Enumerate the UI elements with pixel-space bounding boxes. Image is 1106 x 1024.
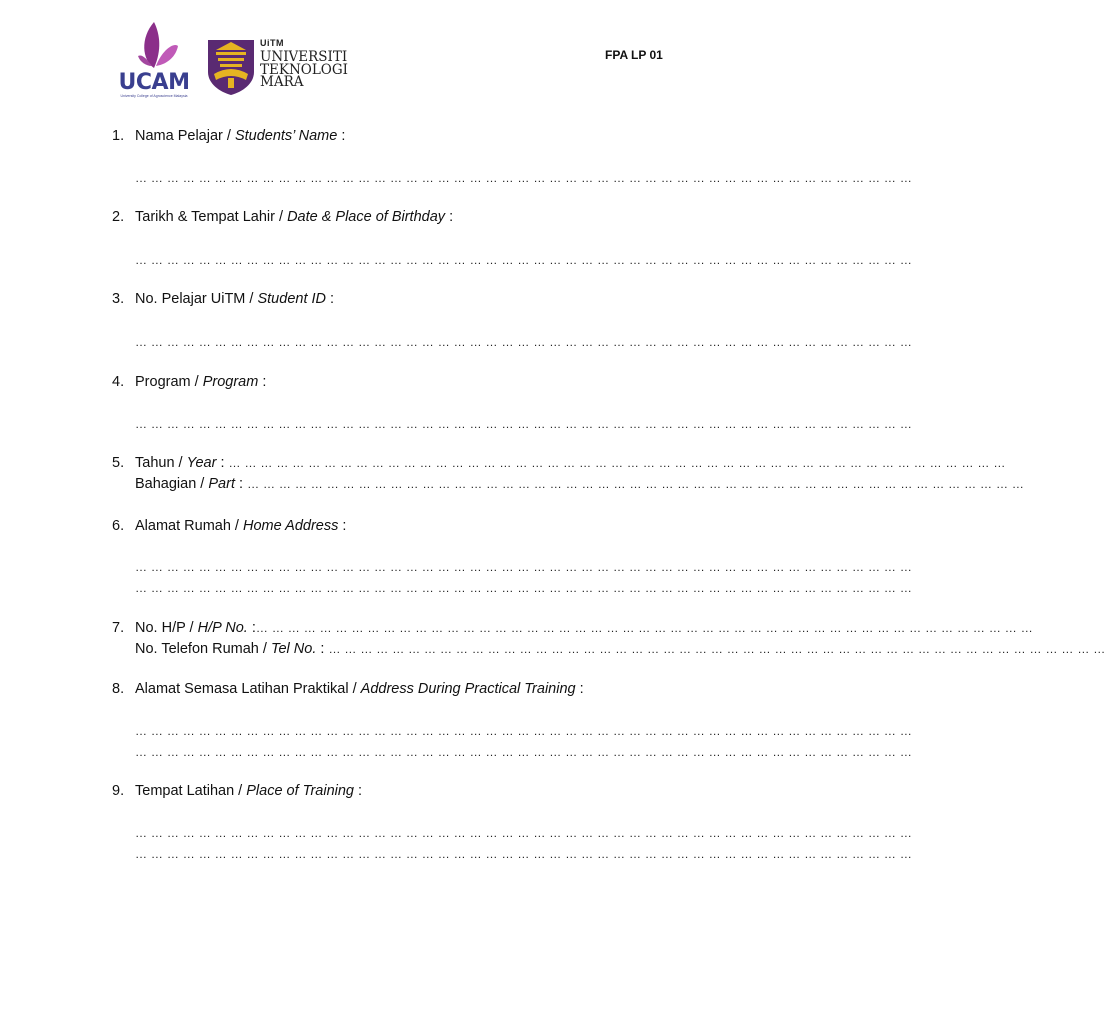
- label-malay: Alamat Rumah /: [135, 518, 243, 534]
- item-number: 4.: [112, 374, 125, 390]
- item-number: 2.: [112, 209, 125, 225]
- ucam-logo-text: UCAM: [118, 70, 190, 95]
- label-malay: Alamat Semasa Latihan Praktikal /: [135, 681, 361, 697]
- fill-line-part[interactable]: … … … … … … … … … … … … … … … … … … … … … … … … … … … … … … … … … … … … … … … … … … … … … … … … …: [247, 477, 1025, 491]
- label-malay: No. Telefon Rumah /: [135, 641, 271, 657]
- fill-line-practical-address[interactable]: … … … … … … … … … … … … … … … … … … … … … … … … … … … … … … … … … … … … … … … … … … … … … … … … …: [135, 724, 913, 738]
- uitm-logo: [206, 38, 356, 100]
- uitm-name-line: UNIVERSITI: [260, 49, 348, 65]
- label-colon: :: [216, 455, 229, 471]
- ucam-logo: [112, 20, 196, 104]
- label-malay: Tarikh & Tempat Lahir /: [135, 209, 288, 225]
- label-english: Students’ Name: [234, 128, 338, 144]
- fill-line-program[interactable]: … … … … … … … … … … … … … … … … … … … … … … … … … … … … … … … … … … … … … … … … … … … … … … … … …: [135, 417, 913, 431]
- fill-line-birth[interactable]: … … … … … … … … … … … … … … … … … … … … … … … … … … … … … … … … … … … … … … … … … … … … … … … … …: [135, 253, 913, 267]
- label-english: Part: [208, 476, 235, 492]
- item-number: 7.: [112, 620, 125, 636]
- field-label-birth: [112, 208, 712, 226]
- label-colon: :: [234, 476, 248, 492]
- ucam-logo-subtext: University College of Agroscience Malaysia: [120, 94, 188, 98]
- field-label-place-of-training: [112, 782, 712, 800]
- label-colon: :: [247, 620, 256, 636]
- field-label-hp: [112, 619, 1034, 637]
- fill-line-practical-address[interactable]: … … … … … … … … … … … … … … … … … … … … … … … … … … … … … … … … … … … … … … … … … … … … … … … … …: [135, 745, 913, 759]
- label-colon: :: [575, 681, 584, 697]
- label-colon: :: [353, 783, 363, 799]
- field-label-tel: [135, 640, 1106, 658]
- item-number: 3.: [112, 291, 125, 307]
- label-english: Address During Practical Training: [360, 681, 576, 697]
- uitm-crest-icon: [206, 38, 256, 96]
- fill-line-student-id[interactable]: … … … … … … … … … … … … … … … … … … … … … … … … … … … … … … … … … … … … … … … … … … … … … … … … …: [135, 335, 913, 349]
- label-english: Year: [186, 455, 217, 471]
- field-label-student-name: [112, 127, 712, 145]
- label-colon: :: [316, 641, 329, 657]
- label-english: H/P No.: [197, 620, 248, 636]
- label-malay: Tahun /: [135, 455, 187, 471]
- label-malay: Tempat Latihan /: [135, 783, 247, 799]
- uitm-name-line: TEKNOLOGI: [260, 61, 348, 78]
- field-label-part: [135, 475, 1025, 493]
- label-malay: Program /: [135, 374, 203, 390]
- label-malay: No. Pelajar UiTM /: [135, 291, 258, 307]
- label-colon: :: [338, 518, 347, 534]
- label-english: Date & Place of Birthday: [287, 209, 446, 225]
- label-english: Home Address: [243, 518, 339, 534]
- label-colon: :: [326, 291, 335, 307]
- label-english: Place of Training: [246, 783, 354, 799]
- label-colon: :: [258, 374, 267, 390]
- fill-line-home-address[interactable]: … … … … … … … … … … … … … … … … … … … … … … … … … … … … … … … … … … … … … … … … … … … … … … … … …: [135, 560, 913, 574]
- fill-line-place-of-training[interactable]: … … … … … … … … … … … … … … … … … … … … … … … … … … … … … … … … … … … … … … … … … … … … … … … … …: [135, 847, 913, 861]
- item-number: 1.: [112, 128, 125, 144]
- label-english: Student ID: [257, 291, 326, 307]
- label-english: Tel No.: [270, 641, 317, 657]
- fill-line-student-name[interactable]: … … … … … … … … … … … … … … … … … … … … … … … … … … … … … … … … … … … … … … … … … … … … … … … … …: [135, 171, 913, 185]
- item-number: 9.: [112, 783, 125, 799]
- label-malay: Bahagian /: [135, 476, 209, 492]
- fill-line-tel[interactable]: … … … … … … … … … … … … … … … … … … … … … … … … … … … … … … … … … … … … … … … … … … … … … … … … …: [328, 642, 1106, 656]
- item-number: 6.: [112, 518, 125, 534]
- field-label-home-address: [112, 517, 712, 535]
- label-colon: :: [337, 128, 346, 144]
- uitm-stamp-text: UiTM: [260, 38, 284, 48]
- label-malay: No. H/P /: [135, 620, 198, 636]
- fill-line-hp[interactable]: … … … … … … … … … … … … … … … … … … … … … … … … … … … … … … … … … … … … … … … … … … … … … … … … …: [255, 621, 1034, 635]
- ucam-flower-icon: [112, 20, 196, 70]
- fill-line-home-address[interactable]: … … … … … … … … … … … … … … … … … … … … … … … … … … … … … … … … … … … … … … … … … … … … … … … … …: [135, 581, 913, 595]
- uitm-name: [260, 51, 348, 89]
- form-code: FPA LP 01: [605, 48, 663, 62]
- label-colon: :: [445, 209, 454, 225]
- label-malay: Nama Pelajar /: [135, 128, 235, 144]
- field-label-student-id: [112, 290, 712, 308]
- label-english: Program: [202, 374, 259, 390]
- field-label-year: [112, 454, 1006, 472]
- fill-line-year[interactable]: … … … … … … … … … … … … … … … … … … … … … … … … … … … … … … … … … … … … … … … … … … … … … … … … …: [228, 456, 1006, 470]
- fill-line-place-of-training[interactable]: … … … … … … … … … … … … … … … … … … … … … … … … … … … … … … … … … … … … … … … … … … … … … … … … …: [135, 826, 913, 840]
- field-label-practical-address: [112, 680, 712, 698]
- uitm-name-line: MARA: [260, 74, 304, 90]
- item-number: 5.: [112, 455, 125, 471]
- field-label-program: [112, 373, 712, 391]
- item-number: 8.: [112, 681, 125, 697]
